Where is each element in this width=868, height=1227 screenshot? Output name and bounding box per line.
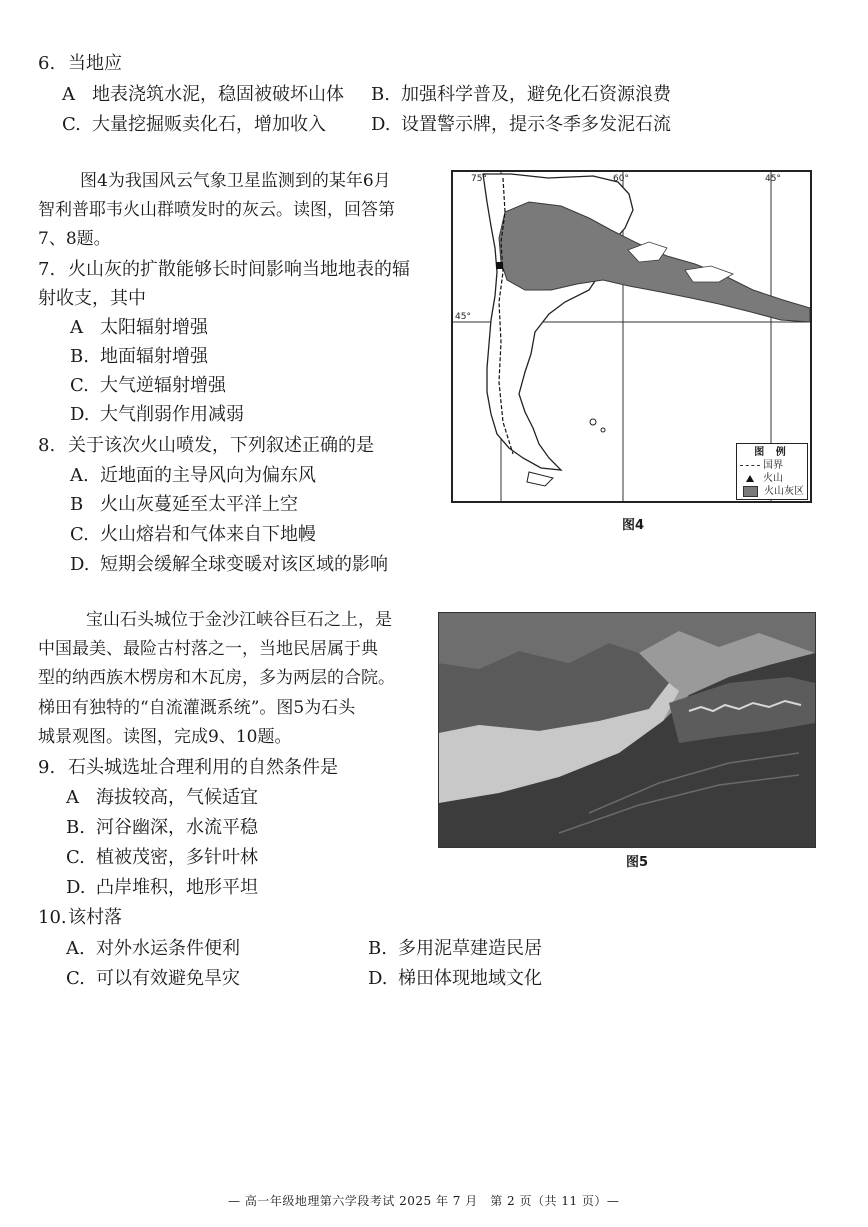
q9-number: 9.: [38, 757, 56, 778]
option-text: 对外水运条件便利: [96, 938, 240, 959]
q7-number: 7.: [38, 259, 56, 280]
page-footer: — 高一年级地理第六学段考试 2025 年 7 月 第 2 页（共 11 页）—: [228, 1194, 620, 1208]
passage-fig4-line2: 智利普耶韦火山群喷发时的灰云。读图，回答第: [38, 200, 395, 220]
q6-option-b: [371, 80, 671, 109]
q7-option-d: [70, 400, 244, 429]
option-letter: D.: [368, 968, 388, 989]
q10-stem-text: 该村落: [68, 907, 122, 928]
option-text: 地表浇筑水泥，稳固被破坏山体: [92, 84, 344, 105]
legend-label: 火山: [763, 473, 783, 484]
legend-label: 火山灰区: [764, 486, 804, 497]
option-letter: D.: [70, 554, 90, 575]
option-text: 河谷幽深，水流平稳: [96, 817, 258, 838]
ash-area-icon: [743, 486, 758, 497]
volcano-icon: [746, 475, 754, 482]
q7-stem-line2: 射收支，其中: [38, 288, 146, 309]
q10-option-d: [368, 964, 542, 993]
option-text: 地面辐射增强: [100, 346, 208, 367]
option-letter: C.: [70, 524, 89, 545]
passage-fig5-line1: 宝山石头城位于金沙江峡谷巨石之上，是: [86, 610, 392, 630]
q8-option-a: [70, 461, 316, 490]
q9-stem-text: 石头城选址合理利用的自然条件是: [68, 757, 338, 778]
legend-item-ash: [740, 485, 804, 498]
option-text: 加强科学普及，避免化石资源浪费: [401, 84, 671, 105]
q6-option-c: [62, 110, 326, 139]
q7-option-c: [70, 371, 226, 400]
option-text: 设置警示牌，提示冬季多发泥石流: [401, 114, 671, 135]
figure-4-map: [451, 170, 812, 503]
passage-fig4-line1: 图4为我国风云气象卫星监测到的某年6月: [80, 171, 391, 191]
option-letter: A.: [70, 465, 89, 486]
figure-4-caption: 图4: [622, 518, 645, 533]
option-text: 大气逆辐射增强: [100, 375, 226, 396]
map-legend: [736, 443, 808, 500]
option-text: 植被茂密，多针叶林: [96, 847, 258, 868]
q9-option-a: [66, 783, 258, 812]
q8-option-c: [70, 520, 316, 549]
q10-option-b: [368, 934, 542, 963]
passage-fig5-line5: 城景观图。读图，完成9、10题。: [38, 727, 292, 747]
q6-stem: [38, 49, 122, 78]
option-letter: B.: [70, 346, 89, 367]
option-letter: C.: [66, 968, 85, 989]
option-letter: C.: [62, 114, 81, 135]
lon-label: 45°: [765, 174, 781, 184]
q8-stem-text: 关于该次火山喷发，下列叙述正确的是: [68, 435, 374, 456]
q6-number: 6.: [38, 53, 56, 74]
q8-number: 8.: [38, 435, 56, 456]
lon-label: 60°: [613, 174, 629, 184]
option-text: 火山灰蔓延至太平洋上空: [100, 494, 298, 515]
option-letter: D.: [371, 114, 391, 135]
option-letter: B: [70, 494, 84, 515]
volcano-marker: [496, 262, 503, 269]
q9-stem: [38, 753, 338, 782]
option-letter: B.: [371, 84, 390, 105]
q8-option-d: [70, 550, 388, 579]
option-letter: B.: [66, 817, 85, 838]
q10-option-a: [66, 934, 240, 963]
option-letter: C.: [70, 375, 89, 396]
q7-option-b: [70, 342, 208, 371]
passage-fig5-line2: 中国最美、最险古村落之一，当地民居属于典: [38, 639, 378, 659]
q8-option-b: [70, 490, 298, 519]
q6-option-d: [371, 110, 671, 139]
q10-option-c: [66, 964, 240, 993]
option-letter: A: [66, 787, 79, 808]
option-letter: C.: [66, 847, 85, 868]
passage-fig5-line3: 型的纳西族木楞房和木瓦房，多为两层的合院。: [38, 668, 395, 688]
option-letter: D.: [70, 404, 90, 425]
border-line-icon: [740, 465, 760, 466]
option-letter: A: [70, 317, 83, 338]
option-letter: B.: [368, 938, 387, 959]
stone-city-landscape: [439, 613, 815, 847]
q6-option-a: [62, 80, 344, 109]
option-text: 大量挖掘贩卖化石，增加收入: [92, 114, 326, 135]
option-text: 可以有效避免旱灾: [96, 968, 240, 989]
passage-fig4-line3: 7、8题。: [38, 229, 111, 249]
q9-option-d: [66, 873, 258, 902]
q8-stem: [38, 431, 374, 460]
island: [590, 419, 596, 425]
q7-option-a: [70, 313, 208, 342]
q7-stem-line1: 火山灰的扩散能够长时间影响当地地表的辐: [68, 259, 410, 280]
legend-item-volcano: [740, 472, 804, 485]
option-letter: A: [62, 84, 75, 105]
legend-title: 图 例: [754, 447, 790, 458]
option-text: 海拔较高，气候适宜: [96, 787, 258, 808]
option-text: 梯田体现地域文化: [398, 968, 542, 989]
island: [601, 428, 605, 432]
legend-item-border: [740, 459, 804, 472]
q10-stem: [38, 903, 122, 932]
q7-stem: [38, 255, 410, 284]
q10-number: 10.: [38, 907, 67, 928]
lon-label: 75°: [471, 174, 487, 184]
option-text: 凸岸堆积，地形平坦: [96, 877, 258, 898]
option-text: 火山熔岩和气体来自下地幔: [100, 524, 316, 545]
option-text: 多用泥草建造民居: [398, 938, 542, 959]
q6-stem-text: 当地应: [68, 53, 122, 74]
option-letter: D.: [66, 877, 86, 898]
figure-5-photo: [438, 612, 816, 848]
q9-option-b: [66, 813, 258, 842]
legend-label: 国界: [763, 460, 783, 471]
passage-fig5-line4: 梯田有独特的“自流灌溉系统”。图5为石头: [38, 698, 356, 718]
option-letter: A.: [66, 938, 85, 959]
option-text: 近地面的主导风向为偏东风: [100, 465, 316, 486]
option-text: 大气削弱作用减弱: [100, 404, 244, 425]
figure-5-caption: 图5: [626, 855, 649, 870]
island: [527, 472, 553, 486]
option-text: 短期会缓解全球变暖对该区域的影响: [100, 554, 388, 575]
lat-label: 45°: [455, 312, 471, 322]
option-text: 太阳辐射增强: [100, 317, 208, 338]
q9-option-c: [66, 843, 258, 872]
